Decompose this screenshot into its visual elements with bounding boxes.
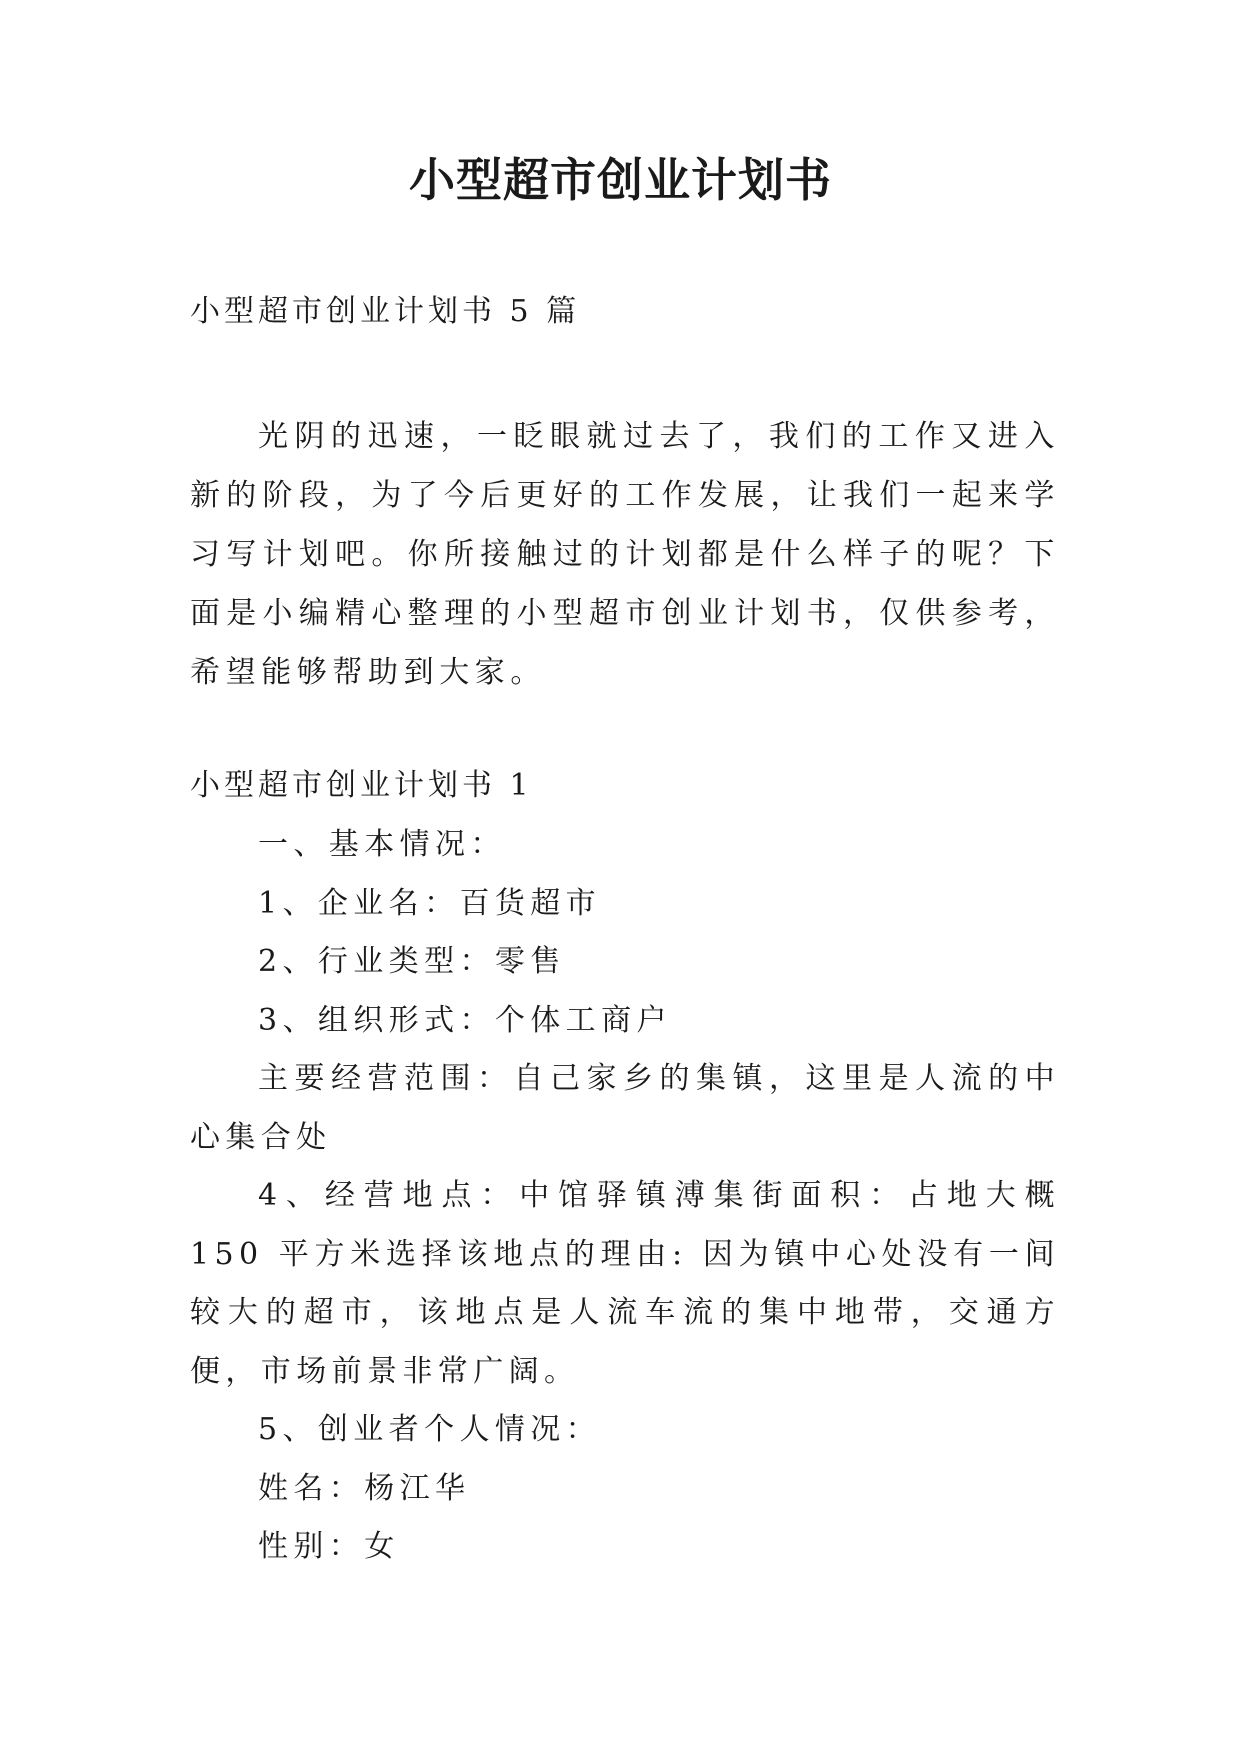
business-location-paragraph: 4、经营地点：中馆驿镇溥集街面积：占地大概 150 平方米选择该地点的理由: 因为镇中心处没有一间较大的超市，该地点是人流车流的集中地带，交通方便，市场前景非常广阔。 [190,1178,1060,1389]
intro-paragraph: 光阴的迅速，一眨眼就过去了，我们的工作又进入新的阶段，为了今后更好的工作发展，让我们一起来学习写计划吧。你所接触过的计划都是什么样子的呢？下面是小编精心整理的小型超市创业计划书，仅供参考，希望能够帮助到大家。 [190,419,1060,690]
founder-info-heading: 5、创业者个人情况： [258,1412,602,1447]
founder-name-line: 姓名：杨江华 [258,1470,471,1506]
basic-info-heading: 一、基本情况： [258,827,506,862]
section-heading-1: 小型超市创业计划书 1 [190,768,533,803]
document-title: 小型超市创业计划书 [409,153,832,207]
section-body [190,816,1060,1577]
industry-type-line: 2、行业类型：零售 [258,944,566,979]
company-name-line: 1、企业名：百货超市 [258,885,602,921]
founder-gender-line: 性别：女 [258,1529,400,1564]
business-scope-paragraph: 主要经营范围：自己家乡的集镇，这里是人流的中心集合处 [190,1061,1060,1155]
organization-form-line: 3、组织形式：个体工商户 [258,1002,672,1038]
document-subtitle: 小型超市创业计划书 5 篇 [190,294,581,329]
